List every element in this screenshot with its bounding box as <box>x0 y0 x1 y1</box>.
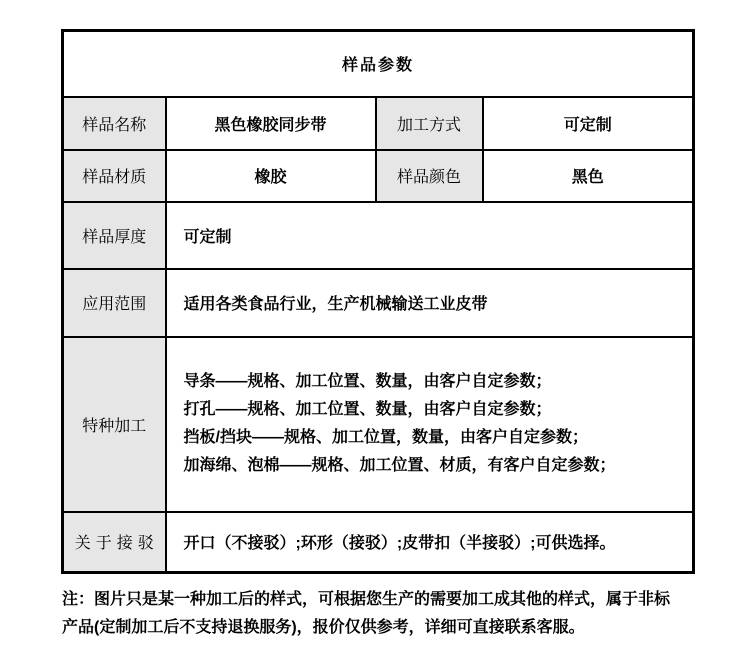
sample-parameters-table <box>61 29 695 574</box>
table-row <box>63 202 694 269</box>
special-processing-line-baffles: 挡板/挡块——规格、加工位置，数量，由客户自定参数； <box>183 429 588 446</box>
table-row <box>63 337 694 512</box>
table-row <box>63 97 694 150</box>
value-application-range: 适用各类食品行业，生产机械输送工业皮带 <box>166 269 694 337</box>
value-sample-thickness: 可定制 <box>166 202 694 269</box>
table-row <box>63 150 694 202</box>
label-about-splicing: 关于接驳 <box>63 512 166 573</box>
special-processing-line-sponge-foam: 加海绵、泡棉——规格、加工位置、材质，有客户自定参数； <box>183 457 616 474</box>
special-processing-line-guide-strips: 导条——规格、加工位置、数量，由客户自定参数； <box>183 373 552 390</box>
table-title: 样品参数 <box>63 31 694 97</box>
footer-note-line-1: 注：图片只是某一种加工后的样式，可根据您生产的需要加工成其他的样式，属于非标 <box>62 591 671 608</box>
table-row <box>63 269 694 337</box>
value-about-splicing: 开口（不接驳）;环形（接驳）;皮带扣（半接驳）;可供选择。 <box>166 512 694 573</box>
special-processing-line-punching: 打孔——规格、加工位置、数量，由客户自定参数； <box>183 401 552 418</box>
value-special-processing <box>166 337 694 512</box>
value-sample-material: 橡胶 <box>166 150 376 202</box>
label-special-processing: 特种加工 <box>63 337 166 512</box>
value-sample-color: 黑色 <box>483 150 694 202</box>
table-row <box>63 512 694 573</box>
label-application-range: 应用范围 <box>63 269 166 337</box>
footer-note-line-2: 产品(定制加工后不支持退换服务)，报价仅供参考，详细可直接联系客服。 <box>62 619 585 636</box>
label-sample-thickness: 样品厚度 <box>63 202 166 269</box>
label-sample-name: 样品名称 <box>63 97 166 150</box>
label-sample-material: 样品材质 <box>63 150 166 202</box>
footer-note <box>62 586 722 642</box>
value-processing-method: 可定制 <box>483 97 694 150</box>
label-sample-color: 样品颜色 <box>376 150 483 202</box>
label-processing-method: 加工方式 <box>376 97 483 150</box>
value-sample-name: 黑色橡胶同步带 <box>166 97 376 150</box>
